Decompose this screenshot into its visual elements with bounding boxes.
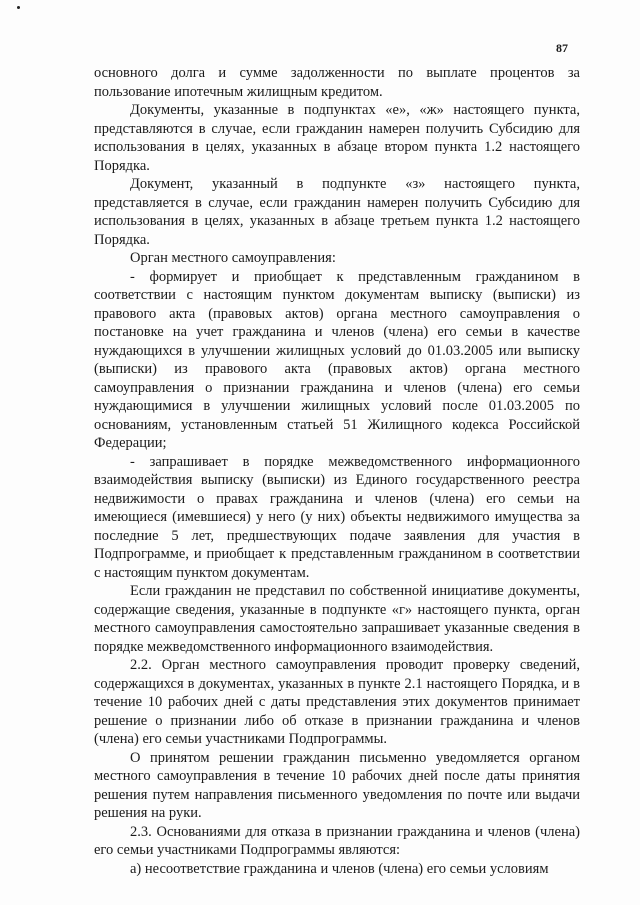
- paragraph-5: - формирует и приобщает к представленным гражданином в соответствии с настоящим пунктом документам выписку (выписки) из правового акта (правовых актов) органа местного самоуправления о постановке на учет гражданина и членов (члена) его семьи в качестве нуждающихся в улучшении жилищных условий до 01.03.2005 или выписку (выписки) из правового акта (правовых актов) органа местного самоуправления о признании гражданина и членов (члена) его семьи нуждающимися в улучшении жилищных условий после 01.03.2005 по основаниям, установленным статьей 51 Жилищного кодекса Российской Федерации;: [94, 268, 580, 451]
- paragraph-8: 2.2. Орган местного самоуправления проводит проверку сведений, содержащихся в документах, указанных в пункте 2.1 настоящего Порядка, и в течение 10 рабочих дней с даты представления этих документов принимает решение о признании либо об отказе в признании гражданина и членов (члена) его семьи участниками Подпрограммы.: [94, 657, 580, 747]
- page-number: 87: [556, 41, 568, 55]
- document-body: [94, 64, 580, 878]
- scan-speck: [17, 6, 20, 9]
- paragraph-11: а) несоответствие гражданина и членов (члена) его семьи условиям: [130, 860, 549, 877]
- paragraph-10: 2.3. Основаниями для отказа в признании гражданина и членов (члена) его семьи участниками Подпрограммы являются:: [94, 823, 580, 858]
- paragraph-9: О принятом решении гражданин письменно уведомляется органом местного самоуправления в течение 10 рабочих дней после даты принятия решения путем направления письменного уведомления по почте или выдачи решения на руки.: [94, 749, 580, 821]
- paragraph-2: Документы, указанные в подпунктах «е», «ж» настоящего пункта, представляются в случае, если гражданин намерен получить Субсидию для использования в целях, указанных в абзаце втором пункта 1.2 настоящего Порядка.: [94, 102, 580, 174]
- paragraph-1: основного долга и сумме задолженности по выплате процентов за пользование ипотечным жилищным кредитом.: [94, 65, 580, 100]
- paragraph-4: Орган местного самоуправления:: [130, 250, 336, 266]
- paragraph-3: Документ, указанный в подпункте «з» настоящего пункта, представляется в случае, если гражданин намерен получить Субсидию для использования в целях, указанных в абзаце третьем пункта 1.2 настоящего Порядка.: [94, 176, 580, 248]
- paragraph-6: - запрашивает в порядке межведомственного информационного взаимодействия выписку (выписки) из Единого государственного реестра недвижимости о правах гражданина и членов (члена) его семьи на имеющиеся (имевшиеся) у него (у них) объекты недвижимого имущества за последние 5 лет, предшествующих подаче заявления для участия в Подпрограмме, и приобщает к представленным гражданином в соответствии с настоящим пунктом документам.: [94, 453, 580, 581]
- paragraph-7: Если гражданин не представил по собственной инициативе документы, содержащие сведения, указанные в подпункте «г» настоящего пункта, орган местного самоуправления самостоятельно запрашивает указанные сведения в порядке межведомственного информационного взаимодействия.: [94, 583, 580, 655]
